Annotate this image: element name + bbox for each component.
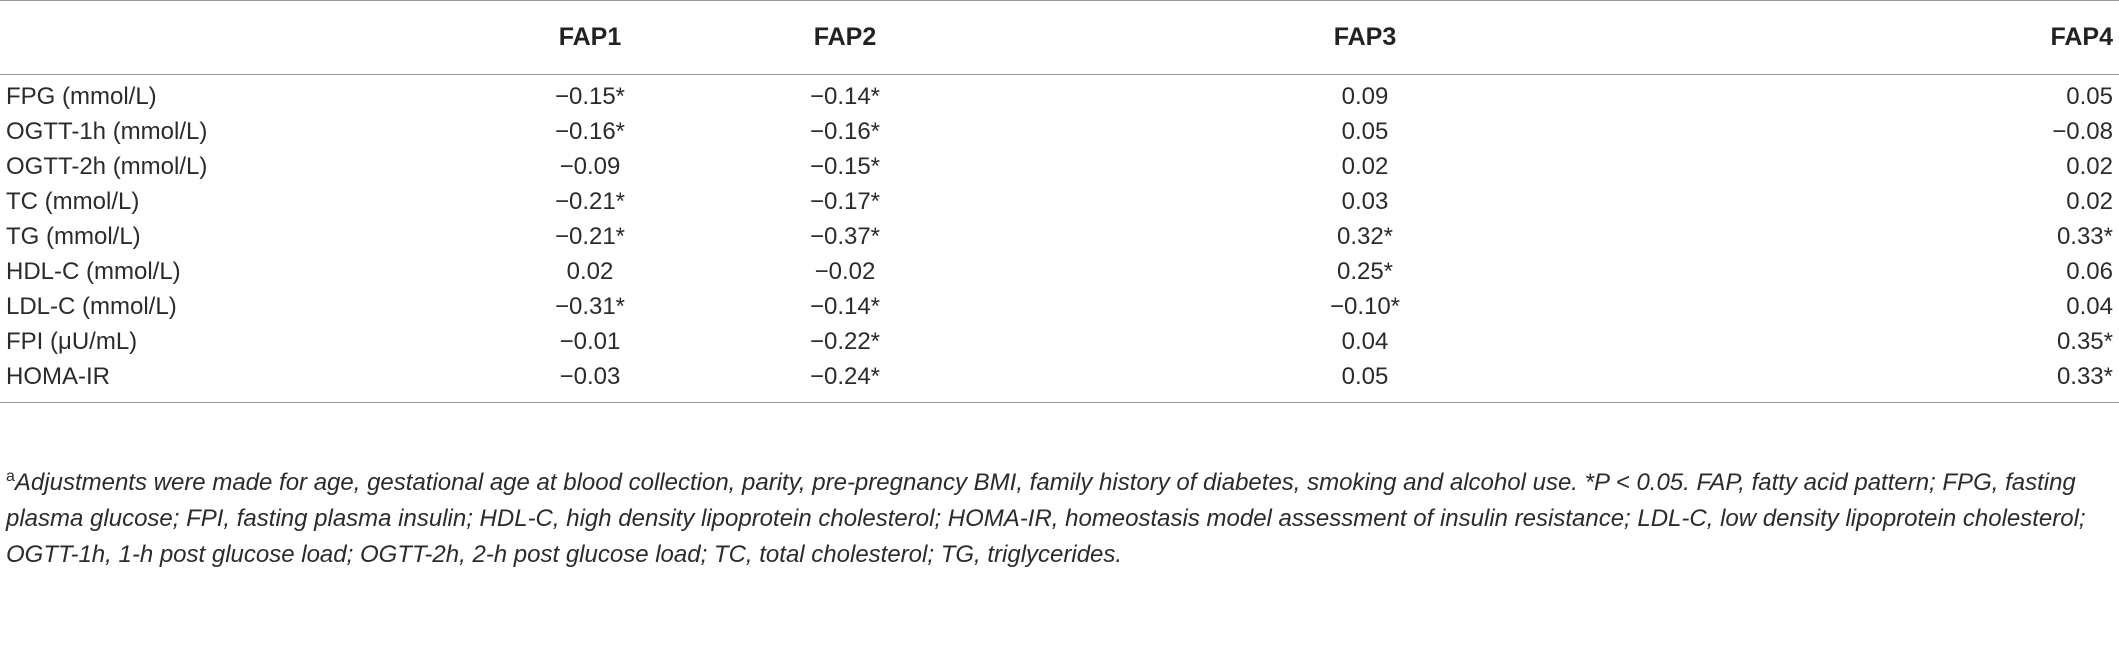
cell-fap2 — [790, 75, 1258, 115]
cell-fap1 — [540, 184, 790, 219]
cell-value: −0.01 — [559, 328, 621, 355]
table-row — [0, 359, 2119, 403]
header-fap2-label: FAP2 — [813, 23, 877, 51]
cell-fap2 — [790, 184, 1258, 219]
cell-value: 0.03 — [1341, 188, 1389, 215]
cell-fap3 — [1258, 149, 1726, 184]
cell-fap2 — [790, 289, 1258, 324]
cell-fap2 — [790, 114, 1258, 149]
cell-fap3 — [1258, 114, 1726, 149]
cell-value: −0.03 — [559, 363, 621, 390]
cell-value: −0.21* — [554, 223, 626, 250]
row-label: TG (mmol/L) — [6, 223, 141, 250]
cell-fap2 — [790, 149, 1258, 184]
cell-value: 0.05 — [1341, 363, 1389, 390]
cell-fap1 — [540, 324, 790, 359]
cell-value: −0.31* — [554, 293, 626, 320]
cell-fap3 — [1258, 184, 1726, 219]
cell-fap1 — [540, 254, 790, 289]
table-footnote — [6, 465, 2106, 573]
cell-value: −0.15* — [554, 83, 626, 110]
cell-fap1 — [540, 149, 790, 184]
cell-fap2 — [790, 219, 1258, 254]
table-row — [0, 149, 2119, 184]
table-row — [0, 254, 2119, 289]
header-empty-cell — [0, 1, 540, 75]
row-label: HDL-C (mmol/L) — [6, 258, 181, 285]
cell-fap3 — [1258, 219, 1726, 254]
header-fap3-label: FAP3 — [1333, 23, 1397, 51]
cell-fap4: 0.04 — [2066, 293, 2113, 320]
row-label: OGTT-2h (mmol/L) — [6, 153, 208, 180]
cell-fap4: 0.06 — [2066, 258, 2113, 285]
cell-fap3 — [1258, 359, 1726, 403]
cell-fap1 — [540, 75, 790, 115]
table-row — [0, 219, 2119, 254]
header-fap1 — [540, 1, 790, 75]
cell-value: 0.02 — [566, 258, 614, 285]
cell-value: −0.02 — [814, 258, 876, 285]
cell-fap3 — [1258, 75, 1726, 115]
cell-value: −0.14* — [809, 293, 881, 320]
cell-value: −0.16* — [809, 118, 881, 145]
cell-value: −0.22* — [809, 328, 881, 355]
header-fap1-label: FAP1 — [558, 23, 622, 51]
table-row — [0, 289, 2119, 324]
row-label: FPI (μU/mL) — [6, 328, 138, 355]
cell-value: 0.32* — [1336, 223, 1394, 250]
footnote-text: Adjustments were made for age, gestational age at blood collection, parity, pre-pregnancy BMI, family history of diabetes, smoking and alcohol use. *P < 0.05. FAP, fatty acid pattern; FPG, fasting plasma glucose; FPI, fasting plasma insulin; HDL-C, high density lipoprotein cholesterol; HOMA-IR, homeostasis model assessment of insulin resistance; LDL-C, low density lipoprotein cholesterol; OGTT-1h, 1-h post glucose load; OGTT-2h, 2-h post glucose load; TC, total cholesterol; TG, triglycerides. — [6, 469, 2086, 568]
header-fap4: FAP4 — [1726, 1, 2119, 75]
cell-value: −0.15* — [809, 153, 881, 180]
cell-value: 0.04 — [1341, 328, 1389, 355]
cell-fap2 — [790, 324, 1258, 359]
header-fap2 — [790, 1, 1258, 75]
cell-fap3 — [1258, 254, 1726, 289]
cell-fap1 — [540, 114, 790, 149]
cell-fap1 — [540, 359, 790, 403]
cell-fap4: 0.33* — [1726, 359, 2119, 403]
cell-fap4: 0.02 — [2066, 188, 2113, 215]
cell-value: −0.09 — [559, 153, 621, 180]
row-label: TC (mmol/L) — [6, 188, 140, 215]
cell-value: 0.02 — [1341, 153, 1389, 180]
cell-value: −0.16* — [554, 118, 626, 145]
cell-value: −0.14* — [809, 83, 881, 110]
cell-fap1 — [540, 219, 790, 254]
cell-value: −0.24* — [809, 363, 881, 390]
table-row — [0, 114, 2119, 149]
cell-fap4: 0.05 — [2066, 83, 2113, 110]
header-fap3 — [1258, 1, 1726, 75]
cell-fap4: 0.35* — [2056, 328, 2113, 355]
row-label: FPG (mmol/L) — [6, 83, 157, 110]
cell-fap3 — [1258, 324, 1726, 359]
footnote-marker: a — [6, 468, 15, 485]
cell-fap4: −0.08 — [2052, 118, 2113, 145]
cell-fap4: 0.33* — [2056, 223, 2113, 250]
cell-value: −0.17* — [809, 188, 881, 215]
cell-value: 0.25* — [1336, 258, 1394, 285]
cell-fap2 — [790, 359, 1258, 403]
table-body — [0, 75, 2119, 403]
cell-value: 0.09 — [1341, 83, 1389, 110]
cell-fap3 — [1258, 289, 1726, 324]
row-label: HOMA-IR — [0, 359, 540, 403]
table-row — [0, 324, 2119, 359]
table-header-row — [0, 1, 2119, 75]
table-row — [0, 75, 2119, 115]
cell-fap1 — [540, 289, 790, 324]
cell-fap2 — [790, 254, 1258, 289]
row-label: OGTT-1h (mmol/L) — [6, 118, 208, 145]
cell-value: 0.05 — [1341, 118, 1389, 145]
cell-fap4: 0.02 — [2066, 153, 2113, 180]
table-row — [0, 184, 2119, 219]
cell-value: −0.21* — [554, 188, 626, 215]
cell-value: −0.37* — [809, 223, 881, 250]
row-label: LDL-C (mmol/L) — [6, 293, 177, 320]
cell-value: −0.10* — [1329, 293, 1401, 320]
